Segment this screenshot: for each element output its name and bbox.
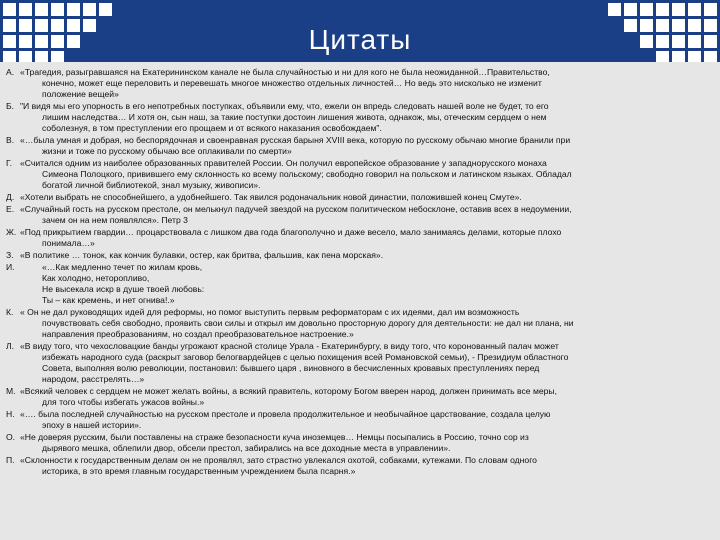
quote-line: «Склонности к государственным делам он не проявлял, зато страстно увлекался охотой, собаками, кутежами. По словам одного	[20, 455, 537, 465]
quote-line: «Считался одним из наиболее образованных правителей России. Он получил европейское образование у западнорусского монаха	[20, 158, 547, 168]
quote-text	[20, 67, 712, 100]
quote-text	[20, 204, 712, 226]
decorative-tile	[704, 3, 717, 16]
quote-letter: Б.	[6, 101, 15, 111]
decorative-tile	[35, 3, 48, 16]
quote-text	[20, 158, 712, 191]
quote-line: «…была умная и добрая, но беспорядочная и своенравная русская барыня XVIII века, которую по русскому обычаю многие бранили при	[20, 135, 571, 145]
quote-item	[6, 432, 712, 454]
quote-line: почувствовать себя свободно, проявить свои силы и открыл им довольно просторную дорогу для деятельности: не дал ни плана, ни	[42, 318, 574, 328]
decorative-tile	[608, 3, 621, 16]
quote-item	[6, 409, 712, 431]
quote-text	[20, 135, 712, 157]
quote-line: направления преобразованиям, но создал преобразовательное настроение.»	[42, 329, 354, 339]
decorative-tile	[688, 3, 701, 16]
quote-letter: О.	[6, 432, 16, 442]
quote-letter: К.	[6, 307, 14, 317]
quote-text	[20, 262, 712, 306]
quote-line: "И видя мы его упорность в его непотребных поступках, объявили ему, что, ежели он впредь следовать нашей воле не будет, то его	[20, 101, 549, 111]
quote-letter: Ж.	[6, 227, 17, 237]
quote-line: «Не доверяя русским, были поставлены на страже безопасности куча иноземцев… Немцы посыпались в Россию, точно сор из	[20, 432, 529, 442]
quote-line: «Хотели выбрать не способнейшего, а удобнейшего. Так явился родоначальник новой династии, положившей конец Смуте».	[20, 192, 522, 202]
decorative-tile	[592, 3, 605, 16]
quote-letter: Е.	[6, 204, 15, 214]
quote-item	[6, 158, 712, 191]
quote-line: для того чтобы избегать ужасов войны.»	[42, 397, 205, 407]
quote-line: жизни и тоже по русскому обычаю все оплакивали по смерти»	[42, 146, 292, 156]
quote-item	[6, 204, 712, 226]
quote-line: « Он не дал руководящих идей для реформы, но помог выступить первым реформаторам с их идеями, дал им возможность	[20, 307, 520, 317]
decorative-tile	[99, 3, 112, 16]
quote-letter: З.	[6, 250, 14, 260]
quote-text	[20, 386, 712, 408]
quote-text	[20, 250, 712, 261]
quote-line: богатой личной библиотекой, знал музыку, живописи».	[42, 180, 261, 190]
quote-item	[6, 135, 712, 157]
decorative-tile	[19, 3, 32, 16]
quote-item	[6, 101, 712, 134]
quote-line: «…. была последней случайностью на русском престоле и провела продолжительное и необычайное царствование, создала целую	[20, 409, 551, 419]
decorative-tile	[115, 3, 128, 16]
quote-item	[6, 262, 712, 306]
quote-line: Как холодно, неторопливо,	[42, 273, 150, 283]
quote-text	[20, 432, 712, 454]
quote-line: эпоху в нашей истории».	[42, 420, 142, 430]
quote-item	[6, 386, 712, 408]
decorative-tile	[51, 3, 64, 16]
quote-line: Ты – как кремень, и нет огнива!.»	[42, 295, 175, 305]
quote-line: «Трагедия, разыгравшаяся на Екатерининском канале не была случайностью и ни для кого не была неожиданной…Правительство,	[20, 67, 550, 77]
quote-line: «Всякий человек с сердцем не может желать войны, а всякий правитель, которому Богом вверен народ, должен принимать все меры,	[20, 386, 557, 396]
decorative-tile	[624, 3, 637, 16]
quote-line: избежать народного суда (раскрыт заговор белогвардейцев с целью похищения всей Романовской семьи), - Президиум областного	[42, 352, 569, 362]
quote-letter: Г.	[6, 158, 12, 168]
quote-letter: Д.	[6, 192, 15, 202]
quote-line: Совета, выполняя волю революции, постановил: бывшего царя , виновного в бесчисленных кровавых преступлениях перед	[42, 363, 540, 373]
quote-line: дырявого мешка, облепили двор, обсели престол, забирались на все доходные места в управлении».	[42, 443, 451, 453]
quote-line: «Под прикрытием гвардии… процарствовала с лишком два года благополучно и даже весело, мало занимаясь делами, которые плохо	[20, 227, 562, 237]
quote-line: «…Как медленно течет по жилам кровь,	[42, 262, 203, 272]
quote-text	[20, 192, 712, 203]
decorative-tile	[672, 3, 685, 16]
quote-text	[20, 409, 712, 431]
quote-item	[6, 67, 712, 100]
quote-letter: В.	[6, 135, 15, 145]
quote-letter: А.	[6, 67, 15, 77]
quote-letter: Л.	[6, 341, 15, 351]
quote-line: соболезнуя, в том преступлении его прощаем и от всякого наказания освобождаем".	[42, 123, 382, 133]
quote-item	[6, 307, 712, 340]
quote-letter: И.	[6, 262, 15, 272]
decorative-tile	[83, 3, 96, 16]
slide-content	[0, 62, 720, 540]
title-banner	[0, 0, 720, 62]
quote-text	[20, 307, 712, 340]
quote-letter: Н.	[6, 409, 15, 419]
quote-line: конечно, может еще переловить и перевешать многое множество отдельных личностей… Но ведь это нисколько не изменит	[42, 78, 542, 88]
quote-item	[6, 250, 712, 261]
quote-line: понимала…»	[42, 238, 95, 248]
quote-item	[6, 227, 712, 249]
quote-line: Симеона Полоцкого, привившего ему склонность ко всему польскому; свободно говорил на польском и латинском языках. Обладал	[42, 169, 572, 179]
slide-title: Цитаты	[308, 24, 412, 55]
quote-item	[6, 192, 712, 203]
quote-line: народом, расстрелять…»	[42, 374, 145, 384]
quote-letter: П.	[6, 455, 15, 465]
quote-line: Не высекала искр в душе твоей любовь:	[42, 284, 205, 294]
quote-list	[6, 67, 712, 478]
quote-line: положение вещей»	[42, 89, 119, 99]
decorative-tile	[640, 3, 653, 16]
quote-text	[20, 101, 712, 134]
quote-line: «Случайный гость на русском престоле, он мелькнул падучей звездой на русском политическом небосклоне, оставив всех в недоумении,	[20, 204, 572, 214]
decorative-tile	[656, 3, 669, 16]
quote-letter: М.	[6, 386, 16, 396]
quote-line: зачем он на нем появлялся». Петр 3	[42, 215, 188, 225]
quote-line: «В политике … тонок, как кончик булавки, остер, как бритва, фальшив, как пена морская».	[20, 250, 384, 260]
decorative-tile	[67, 3, 80, 16]
quote-line: историка, в это время главным государственным учреждением была псарня.»	[42, 466, 356, 476]
decorative-tile	[3, 3, 16, 16]
quote-item	[6, 455, 712, 477]
quote-line: лишим наследства… И хотя он, сын наш, за такие поступки достоин лишения живота, однакож, мы, отеческим сердцем о нем	[42, 112, 547, 122]
quote-text	[20, 455, 712, 477]
quote-text	[20, 227, 712, 249]
quote-item	[6, 341, 712, 385]
quote-line: «В виду того, что чехословацкие банды угрожают красной столице Урала - Екатеринбургу, в виду того, что коронованный палач может	[20, 341, 559, 351]
quote-text	[20, 341, 712, 385]
